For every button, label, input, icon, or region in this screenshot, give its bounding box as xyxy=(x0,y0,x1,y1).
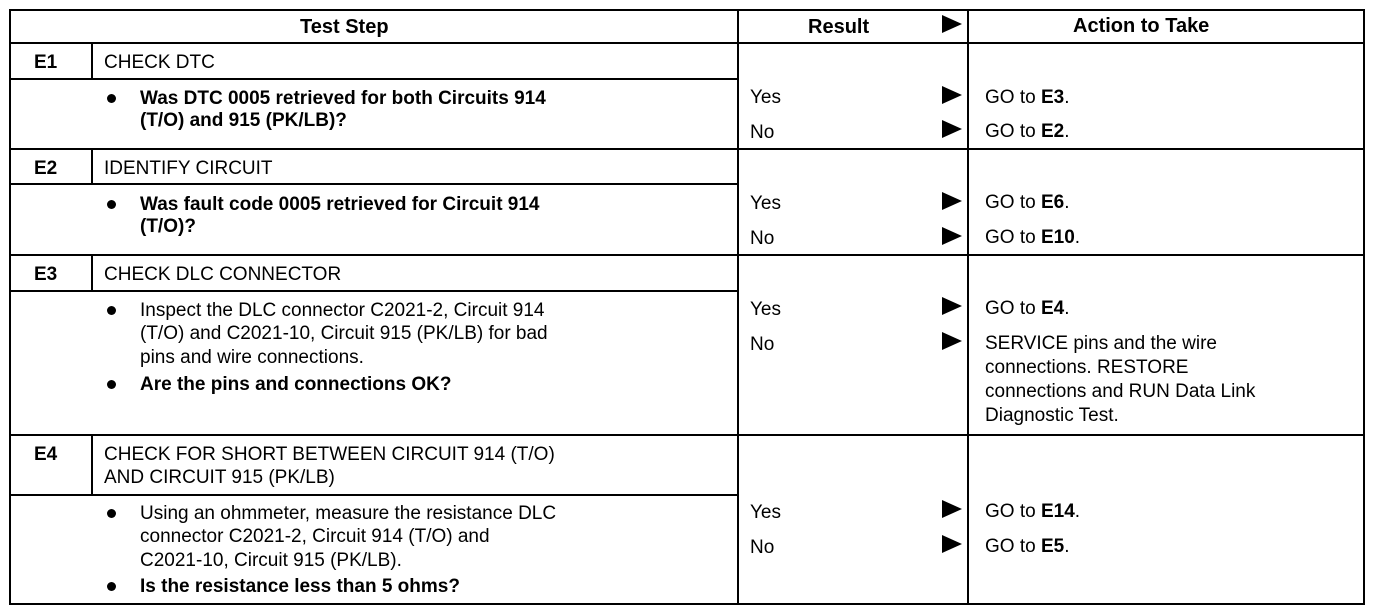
bullet-icon xyxy=(107,306,116,315)
step-e4-instruction-line3: C2021-10, Circuit 915 (PK/LB). xyxy=(140,550,402,571)
e1-divider xyxy=(9,148,1365,150)
step-e2-question-line2: (T/O)? xyxy=(140,216,196,237)
step-e4-result-yes: Yes xyxy=(750,502,781,523)
step-e3-action-yes: GO to E4. xyxy=(985,298,1070,319)
e1-id-divider xyxy=(91,42,93,79)
step-e3-question: Are the pins and connections OK? xyxy=(140,374,452,395)
step-e2-result-yes: Yes xyxy=(750,193,781,214)
arrow-right-icon xyxy=(942,297,962,315)
test-step-header: Test Step xyxy=(300,16,389,38)
step-e1-title: CHECK DTC xyxy=(104,52,215,73)
step-e4-instruction-line2: connector C2021-2, Circuit 914 (T/O) and xyxy=(140,526,490,547)
arrow-right-icon xyxy=(942,192,962,210)
step-e4-action-yes: GO to E14. xyxy=(985,501,1081,522)
bullet-icon xyxy=(107,509,116,518)
arrow-right-icon xyxy=(942,535,962,553)
step-e1-question-line1: Was DTC 0005 retrieved for both Circuits 914 xyxy=(140,88,546,109)
step-e3-result-yes: Yes xyxy=(750,299,781,320)
step-e4-question: Is the resistance less than 5 ohms? xyxy=(140,576,460,597)
e3-title-underline xyxy=(9,290,737,292)
step-e2-question-line1: Was fault code 0005 retrieved for Circuit 914 xyxy=(140,194,540,215)
e2-divider xyxy=(9,254,1365,256)
step-e3-instruction-line3: pins and wire connections. xyxy=(140,347,364,368)
step-e1-result-no: No xyxy=(750,122,775,143)
arrow-right-icon xyxy=(942,332,962,350)
e2-id-divider xyxy=(91,148,93,185)
step-e3-instruction-line1: Inspect the DLC connector C2021-2, Circuit 914 xyxy=(140,300,545,321)
e3-divider xyxy=(9,434,1365,436)
step-e3-title: CHECK DLC CONNECTOR xyxy=(104,264,342,285)
e2-title-underline xyxy=(9,183,737,185)
step-e1-action-yes: GO to E3. xyxy=(985,87,1070,108)
step-e3-action-no-line4: Diagnostic Test. xyxy=(985,405,1119,426)
step-e2-action-yes: GO to E6. xyxy=(985,192,1070,213)
bullet-icon xyxy=(107,582,116,591)
bullet-icon xyxy=(107,380,116,389)
step-e2-result-no: No xyxy=(750,228,775,249)
e4-title-underline xyxy=(9,494,737,496)
result-header: Result xyxy=(808,16,870,38)
step-e1-action-no: GO to E2. xyxy=(985,121,1070,142)
step-e4-instruction-line1: Using an ohmmeter, measure the resistance DLC xyxy=(140,503,557,524)
e4-id-divider xyxy=(91,434,93,496)
step-e4-action-no: GO to E5. xyxy=(985,536,1070,557)
header-arrow-icon xyxy=(942,15,962,33)
header-divider xyxy=(9,42,1365,44)
step-e3-instruction-line2: (T/O) and C2021-10, Circuit 915 (PK/LB) for bad xyxy=(140,323,548,344)
step-e4-result-no: No xyxy=(750,537,775,558)
step-e3-id: E3 xyxy=(34,264,58,285)
bullet-icon xyxy=(107,94,116,103)
step-e3-result-no: No xyxy=(750,334,775,355)
step-e1-id: E1 xyxy=(34,52,58,73)
arrow-right-icon xyxy=(942,500,962,518)
arrow-right-icon xyxy=(942,120,962,138)
arrow-right-icon xyxy=(942,86,962,104)
step-e4-id: E4 xyxy=(34,444,58,465)
bullet-icon xyxy=(107,200,116,209)
step-e1-question-line2: (T/O) and 915 (PK/LB)? xyxy=(140,110,347,131)
step-e3-action-no-line3: connections and RUN Data Link xyxy=(985,381,1256,402)
result-action-divider xyxy=(967,9,969,605)
step-e2-title: IDENTIFY CIRCUIT xyxy=(104,158,273,179)
step-e4-title-line1: CHECK FOR SHORT BETWEEN CIRCUIT 914 (T/O) xyxy=(104,444,555,465)
step-e2-action-no: GO to E10. xyxy=(985,227,1081,248)
step-e3-action-no-line2: connections. RESTORE xyxy=(985,357,1189,378)
step-e3-action-no-line1: SERVICE pins and the wire xyxy=(985,333,1217,354)
test-step-result-divider xyxy=(737,9,739,605)
action-header: Action to Take xyxy=(1073,15,1210,37)
step-e4-title-line2: AND CIRCUIT 915 (PK/LB) xyxy=(104,467,335,488)
arrow-right-icon xyxy=(942,227,962,245)
step-e1-result-yes: Yes xyxy=(750,87,781,108)
step-e2-id: E2 xyxy=(34,158,58,179)
e1-title-underline xyxy=(9,78,737,80)
e3-id-divider xyxy=(91,254,93,292)
